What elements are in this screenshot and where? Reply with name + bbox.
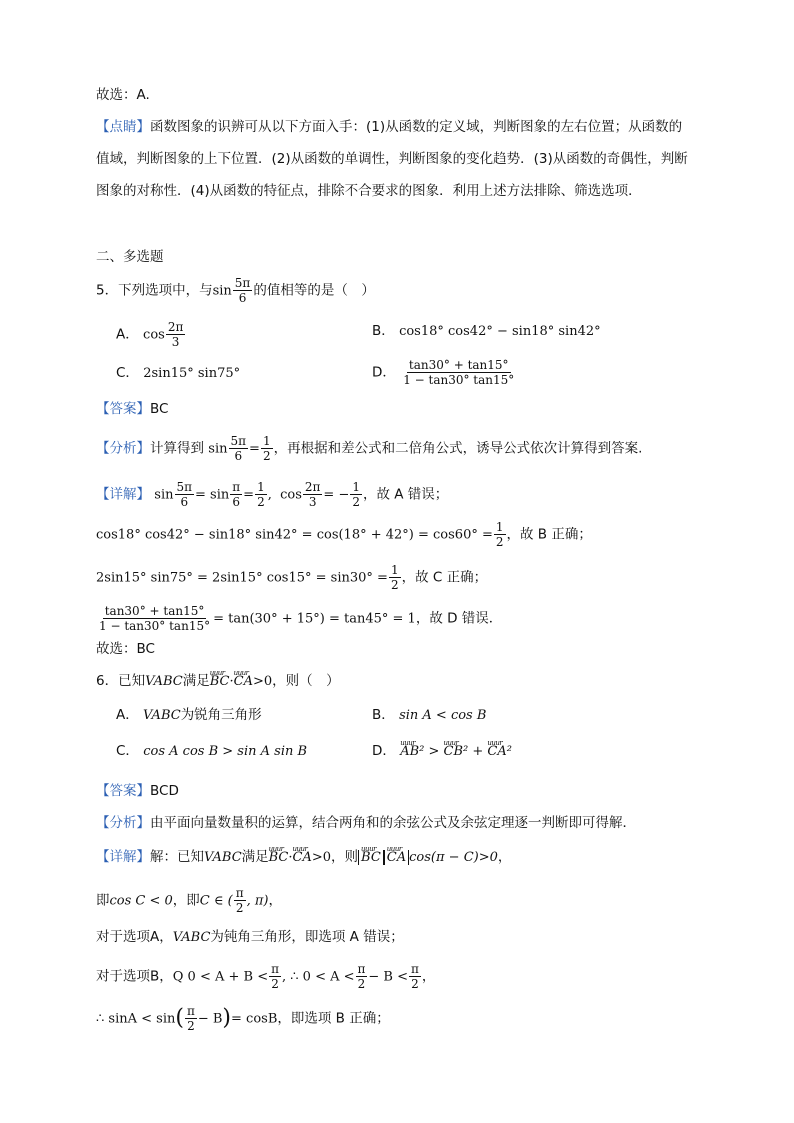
option-a: A． cos $\frac{2\pi}{3}$: [116, 320, 184, 349]
answer-tag: 【答案】: [96, 783, 150, 799]
dianjing-line: [96, 118, 682, 136]
detail-tag: 【详解】: [96, 849, 150, 865]
detail-line: 即cos C < 0，即C ∈ ( $\frac{\pi}{2}$ , π)，: [96, 886, 282, 915]
analysis-tag: 【分析】: [96, 440, 150, 457]
analysis-line: 【分析】由平面向量数量积的运算，结合两角和的余弦公式及余弦定理逐一判断即可得解．: [96, 815, 636, 831]
option-b: B． cos18° cos42° − sin18° sin42°: [372, 323, 601, 339]
q5-text: 5．下列选项中，与: [96, 282, 213, 299]
fraction: $\frac{5\pi}{6}$: [234, 276, 251, 305]
question-6: 6．已知VABC满足uuur BC·uuur CA>0，则（ ）: [96, 672, 340, 691]
answer-tag: 【答案】: [96, 401, 150, 417]
option-a: A． VABC为锐角三角形: [116, 707, 262, 723]
text-line: 值域，判断图象的上下位置．(2)从函数的单调性，判断图象的变化趋势．(3)从函数的奇偶性，判断: [96, 151, 688, 167]
answer-line: [96, 400, 168, 418]
detail-line: 【详解】 sin $\frac{5\pi}{6}$ = sin $\frac{\pi}{6}$ = $\frac{1}{2}$ , cos $\frac{2\pi}{3}$ = − $\frac{1}{2}$ ，故 A 错误；: [96, 480, 449, 509]
text-line: 故选：A.: [96, 87, 150, 103]
detail-line: cos18° cos42° − sin18° sin42° = cos(18° + 42°) = cos60° = $\frac{1}{2}$ ，故 B 正确；: [96, 520, 592, 549]
option-c: C． 2sin15° sin75°: [116, 365, 241, 381]
answer-line: [96, 782, 179, 800]
detail-line: ∴ sinA < sin( $\frac{\pi}{2}$ − B)= cosB，即选项 B 正确；: [96, 1004, 390, 1033]
analysis-line: 【分析】计算得到 sin $\frac{5\pi}{6}$ = $\frac{1}{2}$ ，再根据和差公式和二倍角公式，诱导公式依次计算得到答案.: [96, 434, 643, 463]
option-d: D． $\frac{\tan 30^\circ + \tan 15^\circ}{1 - \tan 30^\circ \tan 15^\circ}$: [372, 358, 515, 387]
detail-tag: 【详解】: [96, 486, 150, 503]
option-c: C． cos A cos B > sin A sin B: [116, 743, 308, 759]
text-line: 故选：BC: [96, 641, 155, 657]
detail-line: 对于选项B，Q 0 < A + B < $\frac{\pi}{2}$ , ∴ 0 < A < $\frac{\pi}{2}$ − B < $\frac{\pi}{2}$ ，: [96, 962, 436, 991]
dianjing-tag: 【点睛】: [96, 119, 150, 135]
dianjing-text: 函数图象的识辨可从以下方面入手：(1)从函数的定义域，判断图象的左右位置；从函数的: [150, 119, 683, 135]
detail-line: 对于选项A，VABC为钝角三角形，即选项 A 错误；: [96, 929, 404, 945]
q5-text: 的值相等的是（ ）: [253, 282, 375, 299]
text-line: 图象的对称性．(4)从函数的特征点，排除不合要求的图象．利用上述方法排除、筛选选项．: [96, 183, 642, 199]
detail-line: 2sin15° sin75° = 2sin15° cos15° = sin30° = $\frac{1}{2}$ ，故 C 正确；: [96, 563, 488, 592]
option-b: B． sin A < cos B: [372, 707, 487, 723]
detail-line: $\frac{\tan 30^\circ + \tan 15^\circ}{1 - \tan 30^\circ \tan 15^\circ}$ = tan(30° + 15°) = tan45° = 1，故 D 错误．: [99, 604, 503, 633]
question-5: 5．下列选项中，与sin $\frac{5\pi}{6}$ 的值相等的是（ ）: [96, 276, 375, 305]
option-d: D． uuur AB² > uuur CB² + uuur CA²: [372, 742, 512, 761]
detail-line: 【详解】解：已知VABC满足uuur BC·uuur CA>0，则uuur BCuuur CA cos(π − C)>0，: [96, 848, 511, 867]
answer-value: BC: [150, 401, 169, 417]
section-title: 二、多选题: [96, 249, 164, 265]
analysis-tag: 【分析】: [96, 815, 150, 831]
answer-value: BCD: [150, 783, 179, 799]
